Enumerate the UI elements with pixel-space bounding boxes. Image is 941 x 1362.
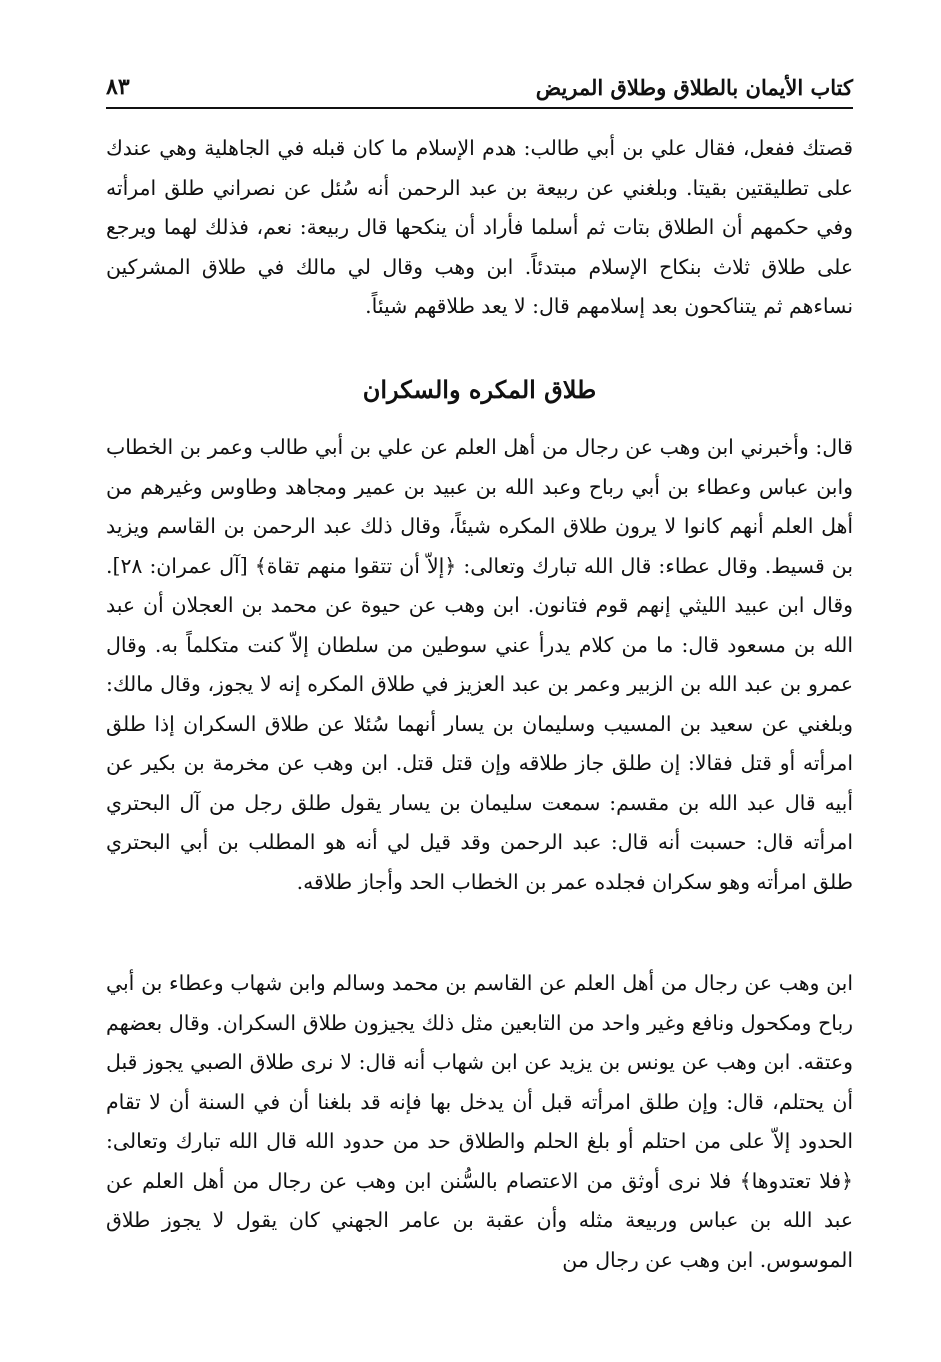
header-divider <box>106 107 853 109</box>
page-header <box>106 70 853 104</box>
paragraph-coerced-intoxicated: قال: وأخبرني ابن وهب عن رجال من أهل العلم عن علي بن أبي طالب وعمر بن الخطاب وابن عباس وعطاء بن أبي رباح وعبد الله بن عبيد بن عمير ومجاهد وطاوس وغيرهم من أهل العلم أنهم كانوا لا يرون طلاق المكره شيئاً، وقال ذلك عبد الرحمن بن القاسم ويزيد بن قسيط. وقال عطاء: قال الله تبارك وتعالى: ﴿إلاّ أن تتقوا منهم تقاة﴾ [آل عمران: ٢٨]. وقال ابن عبيد الليثي إنهم قوم فتانون. ابن وهب عن حيوة عن محمد بن العجلان أن عبد الله بن مسعود قال: ما من كلام يدرأ عني سوطين من سلطان إلاّ كنت متكلماً به. وقال عمرو بن عبد الله بن الزبير وعمر بن عبد العزيز في طلاق المكره إنه لا يجوز، وقال مالك: وبلغني عن سعيد بن المسيب وسليمان بن يسار أنهما سُئلا عن طلاق السكران إذا طلق امرأته أو قتل فقالا: إن طلق جاز طلاقه وإن قتل قتل. ابن وهب عن مخرمة بن بكير عن أبيه قال عبد الله بن مقسم: سمعت سليمان بن يسار يقول طلق رجل من آل البحتري امرأته قال: حسبت أنه قال: عبد الرحمن وقد قيل لي أنه هو المطلب بن أبي البحتري طلق امرأته وهو سكران فجلده عمر بن الخطاب الحد وأجاز طلاقه. <box>106 435 853 894</box>
paragraph-intoxicated-divorce: ابن وهب عن رجال من أهل العلم عن القاسم بن محمد وسالم وابن شهاب وعطاء بن أبي رباح ومكحول ونافع وغير واحد من التابعين مثل ذلك يجيزون طلاق السكران. وقال بعضهم وعتقه. ابن وهب عن يونس بن يزيد عن ابن شهاب أنه قال: لا نرى طلاق الصبي يجوز قبل أن يحتلم، قال: وإن طلق امرأته قبل أن يدخل بها فإنه قد بلغنا أن في السنة أن لا تقام الحدود إلاّ على من احتلم أو بلغ الحلم والطلاق حد من حدود الله قال الله تبارك وتعالى: ﴿فلا تعتدوها﴾ فلا نرى أوثق من الاعتصام بالسُّنن ابن وهب عن رجال من أهل العلم عن عبد الله بن عباس وربيعة مثله وأن عقبة بن عامر الجهني كان يقول لا يجوز طلاق الموسوس. ابن وهب عن رجال من <box>106 971 853 1272</box>
section-heading: طلاق المكره والسكران <box>362 375 597 404</box>
paragraph-continuation: قصتك ففعل، فقال علي بن أبي طالب: هدم الإسلام ما كان قبله في الجاهلية وهي عندك على تطليقتين بقيتا. وبلغني عن ربيعة بن عبد الرحمن أنه سُئل عن نصراني طلق امرأته وفي حكمهم أن الطلاق بتات ثم أسلما فأراد أن ينكحها قال ربيعة: نعم، فذلك لهما ويرجع على طلاق ثلاث بنكاح الإسلام مبتدئاً. ابن وهب وقال لي مالك في طلاق المشركين نساءهم ثم يتناكحون بعد إسلامهم قال: لا يعد طلاقهم شيئاً. <box>106 136 853 318</box>
page-number: ٨٣ <box>106 74 130 100</box>
running-title: كتاب الأيمان بالطلاق وطلاق المريض <box>535 74 853 100</box>
